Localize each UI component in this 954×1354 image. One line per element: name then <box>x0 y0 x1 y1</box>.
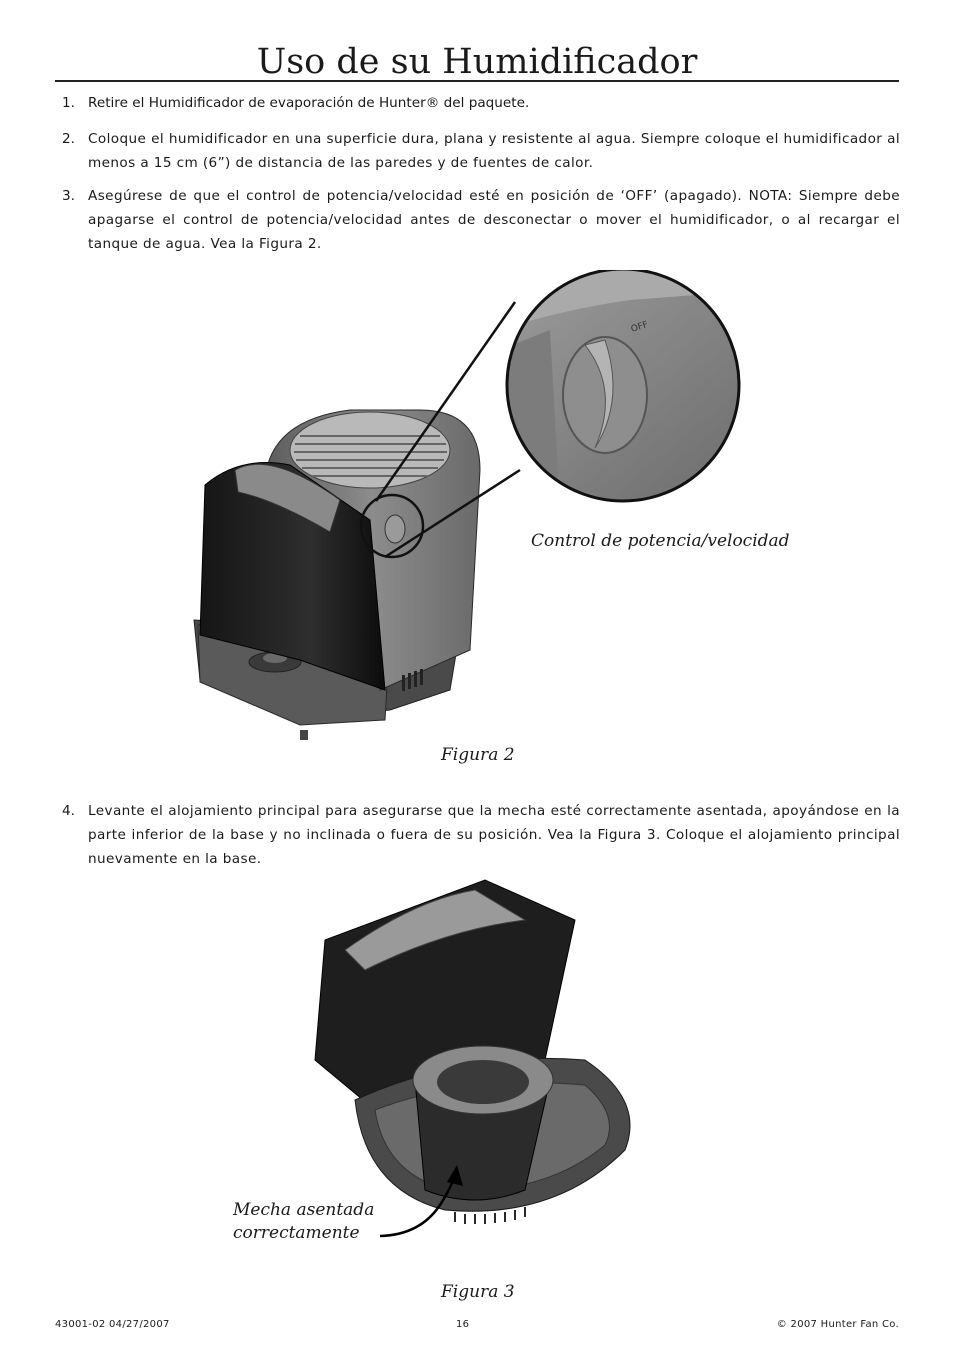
control-dial-small <box>385 515 405 543</box>
step-text: Retire el Humidificador de evaporación de Hunter® del paquete. <box>88 95 530 111</box>
title-rule <box>55 80 899 82</box>
step-text: Asegúrese de que el control de potencia/velocidad esté en posición de ‘OFF’ (apagado). NOTA: Siempre debe apagarse el control de potencia/velocidad antes de desconectar o mover el humidificador, o al recargar el tanque de agua. Vea la Figura 2. <box>88 188 900 252</box>
step-1 <box>62 91 900 115</box>
step-number: 1. <box>62 95 75 111</box>
figure-2-illustration <box>180 270 780 750</box>
step-number: 3. <box>62 188 75 204</box>
footer-page-number: 16 <box>456 1319 470 1330</box>
footer-doc-id: 43001-02 04/27/2007 <box>55 1319 170 1330</box>
dial-off-label: OFF <box>629 319 650 335</box>
page-title: Uso de su Humidificador <box>256 42 698 82</box>
step-text: Coloque el humidificador en una superficie dura, plana y resistente al agua. Siempre coloque el humidificador al menos a 15 cm (6”) de distancia de las paredes y de fuentes de calor. <box>88 131 900 171</box>
figure-3-callout-line1: Mecha asentada <box>233 1200 375 1220</box>
step-2 <box>62 127 900 175</box>
footer-copyright: © 2007 Hunter Fan Co. <box>776 1319 899 1330</box>
figure-2-callout: Control de potencia/velocidad <box>531 531 790 551</box>
step-number: 4. <box>62 803 75 819</box>
step-3 <box>62 184 900 256</box>
figure-3-caption: Figura 3 <box>441 1282 515 1302</box>
step-number: 2. <box>62 131 75 147</box>
figure-3-callout-line2: correctamente <box>233 1223 360 1243</box>
figure-2-caption: Figura 2 <box>441 745 515 765</box>
step-text: Levante el alojamiento principal para asegurarse que la mecha esté correctamente asentada, apoyándose en la parte inferior de la base y no inclinada o fuera de su posición. Vea la Figura 3. Coloque el alojamiento principal nuevamente en la base. <box>88 803 900 867</box>
